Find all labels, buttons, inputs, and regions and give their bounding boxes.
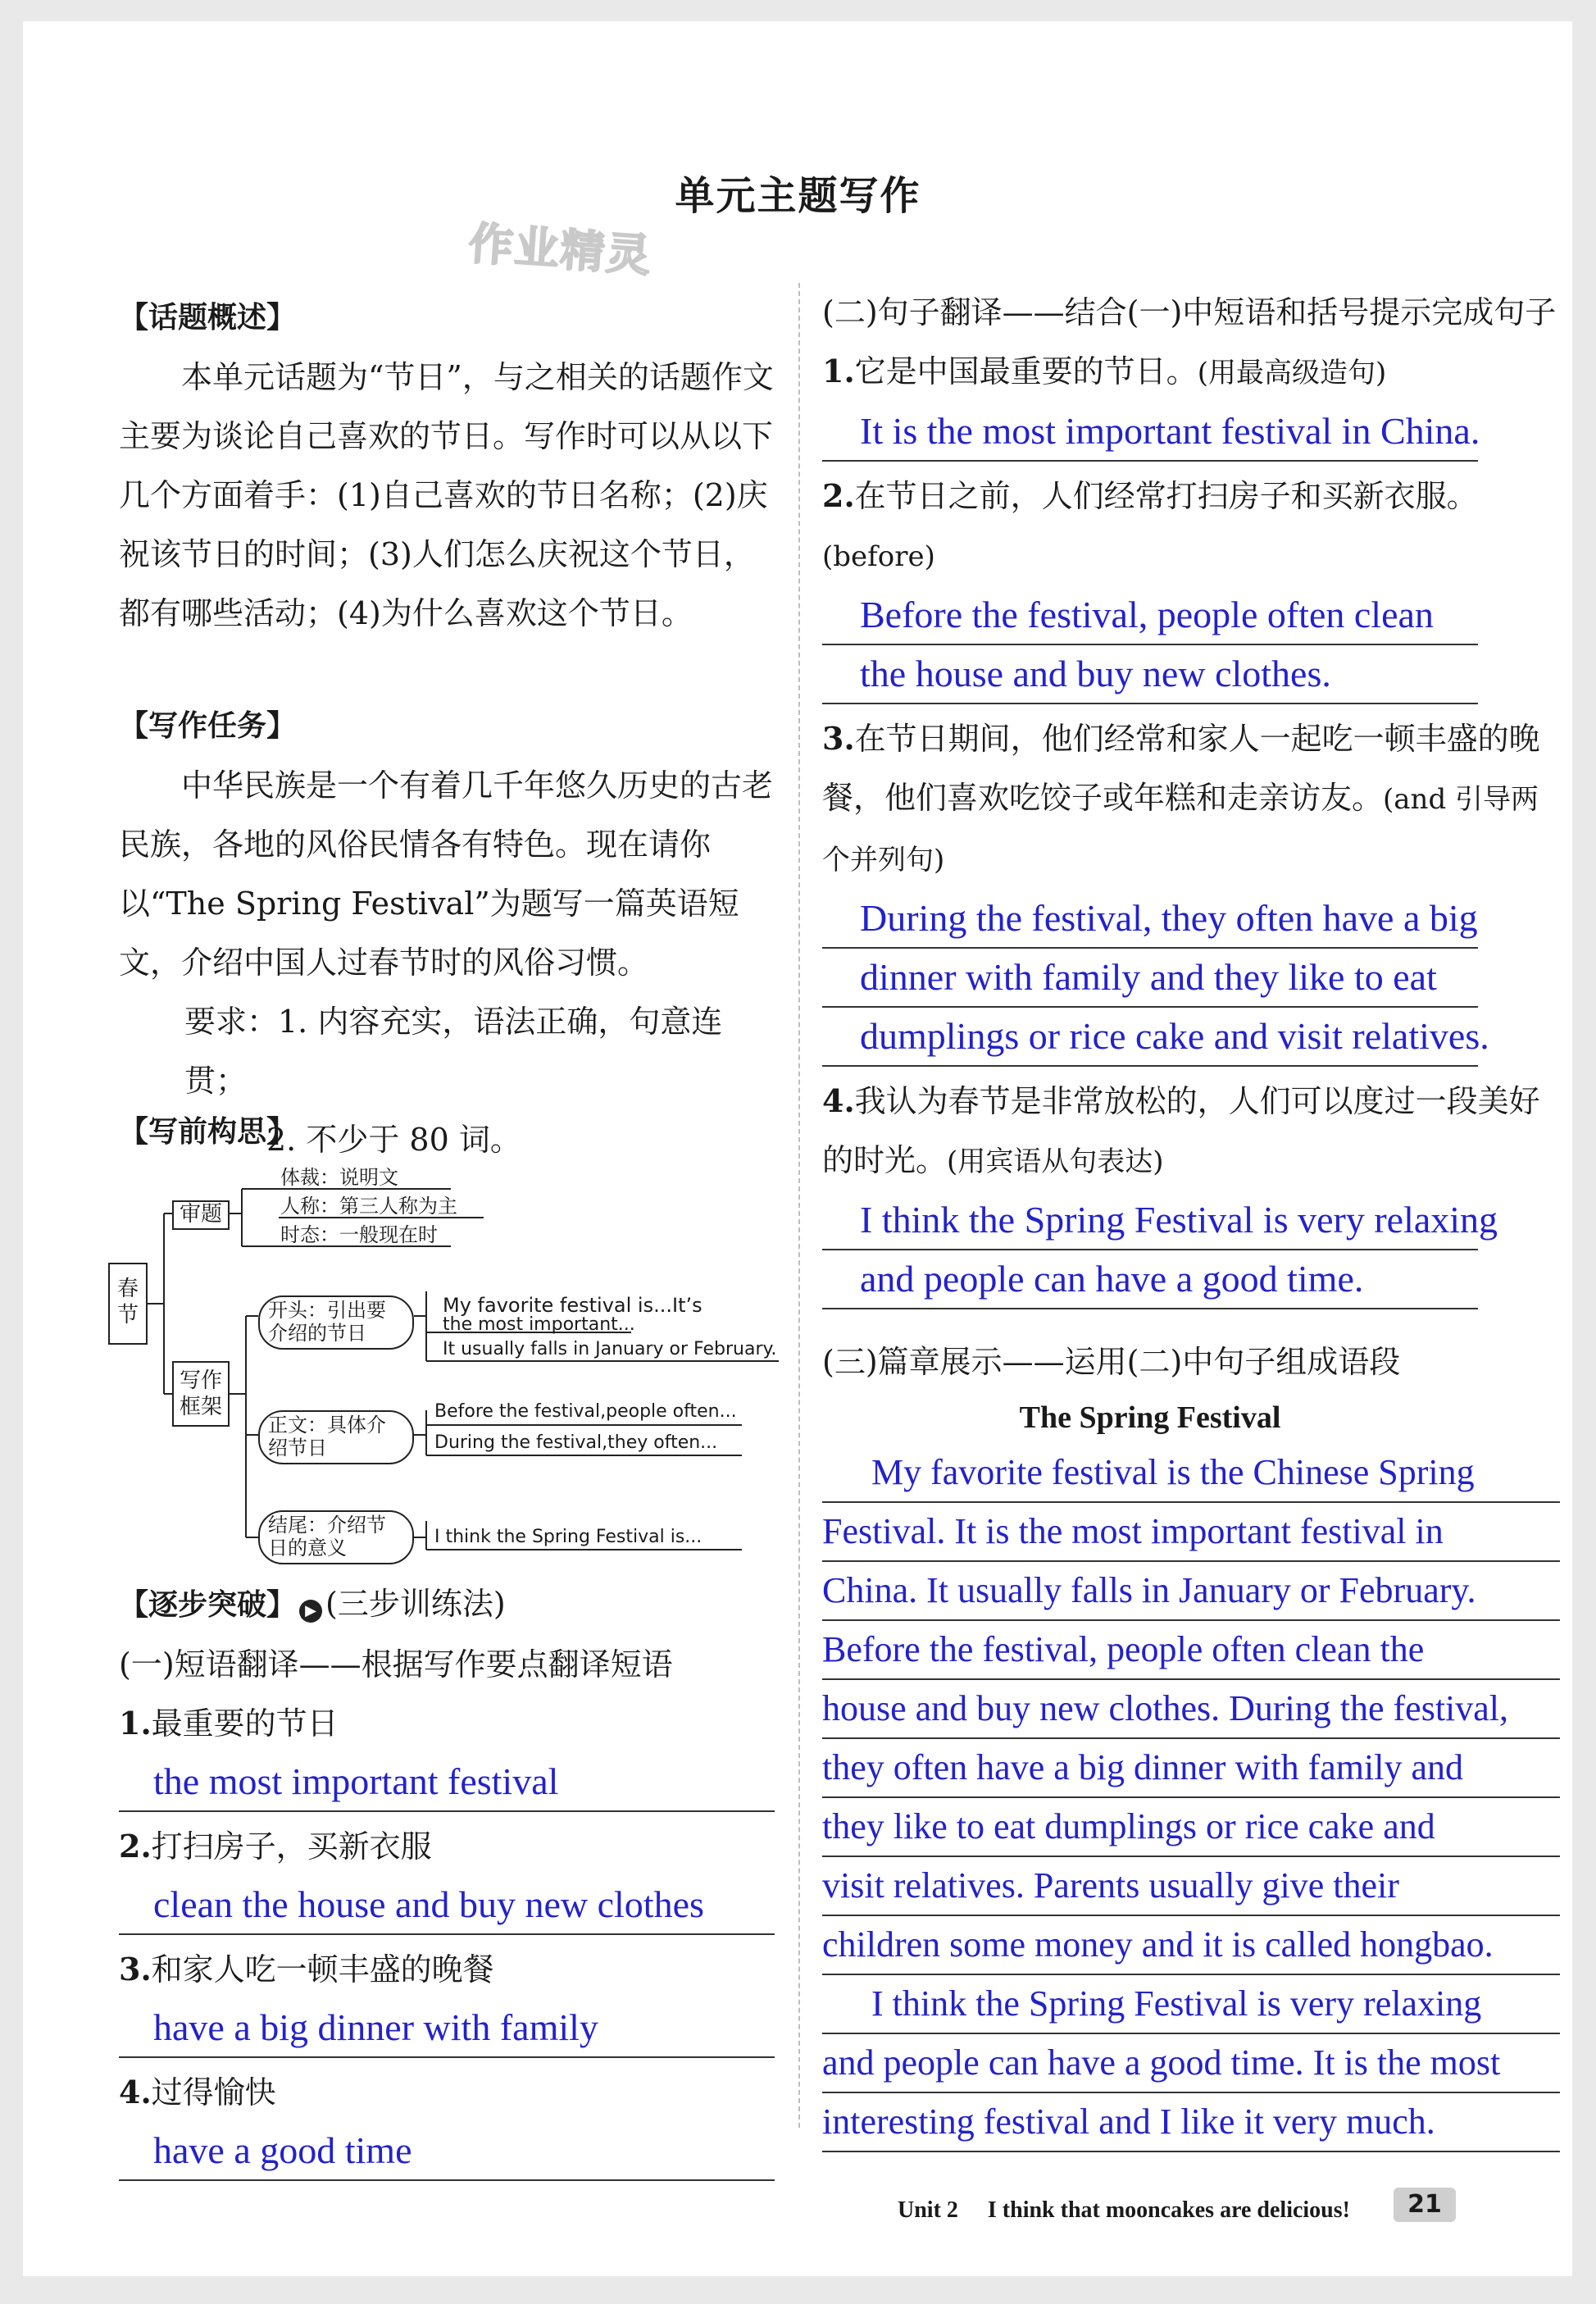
- essay-line-7: they like to eat dumplings or rice cake and: [822, 1798, 1560, 1857]
- framework-opening: 开头：引出要介绍的节日: [258, 1295, 414, 1350]
- mind-map: [107, 1164, 787, 1574]
- sentence-2-answer-line-1: Before the festival, people often clean: [822, 586, 1478, 645]
- essay-line-1: My favorite festival is the Chinese Spring: [822, 1444, 1560, 1503]
- sentence-3-prompt: 3.在节日期间，他们经常和家人一起吃一顿丰盛的晚餐，他们喜欢吃饺子或年糕和走亲访友。(and 引导两个并列句): [822, 720, 1540, 877]
- essay-line-9: children some money and it is called hongbao.: [822, 1916, 1560, 1975]
- essay-section: [822, 1332, 1560, 2152]
- essay-line-2: Festival. It is the most important festival in: [822, 1503, 1560, 1562]
- sentence-4-answer-line-1: I think the Spring Festival is very relaxing: [822, 1191, 1478, 1250]
- steps-heading: 【逐步突破】: [119, 1588, 297, 1622]
- task-section: [119, 697, 775, 1169]
- essay-line-4: Before the festival, people often clean the: [822, 1621, 1560, 1680]
- sentence-1-prompt: 1.它是中国最重要的节日。(用最高级造句): [822, 353, 1387, 389]
- task-heading: 【写作任务】: [119, 709, 297, 743]
- review-person: 人称：第三人称为主: [280, 1195, 457, 1218]
- phrase-item-2-prompt: 2.打扫房子，买新衣服: [119, 1828, 432, 1865]
- steps-heading-note: (三步训练法): [325, 1586, 506, 1622]
- sentence-3-answer-line-1: During the festival, they often have a big: [822, 890, 1478, 949]
- column-divider: [798, 283, 800, 2128]
- footer-unit-title: I think that mooncakes are delicious!: [987, 2197, 1350, 2223]
- framework-body: 正文：具体介绍节日: [258, 1410, 414, 1464]
- task-text: 中华民族是一个有着几千年悠久历史的古老民族，各地的风俗民情各有特色。现在请你以“The Spring Festival”为题写一篇英语短文，介绍中国人过春节时的风俗习惯。: [119, 767, 774, 981]
- root-spring-festival: 春节: [108, 1263, 148, 1345]
- sentence-3-answer-line-3: dumplings or rice cake and visit relatives.: [822, 1008, 1478, 1067]
- sentence-4-prompt: 4.我认为春节是非常放松的，人们可以度过一段美好的时光。(用宾语从句表达): [822, 1082, 1540, 1178]
- sentence-4-answer-line-2: and people can have a good time.: [822, 1250, 1478, 1309]
- page-number: 21: [1394, 2188, 1456, 2222]
- body-line-1: Before the festival,people often...: [434, 1401, 737, 1422]
- phrase-item-3-answer: have a big dinner with family: [119, 1999, 775, 2058]
- opening-line-3: It usually falls in January or February.: [443, 1339, 777, 1359]
- review-tense: 时态：一般现在时: [280, 1223, 438, 1246]
- ending-line-1: I think the Spring Festival is...: [434, 1527, 703, 1547]
- sentence-2-prompt: 2.在节日之前，人们经常打扫房子和买新衣服。(before): [822, 477, 1478, 573]
- part3-heading: (三)篇章展示——运用(二)中句子组成语段: [822, 1344, 1401, 1380]
- page-title: 单元主题写作: [675, 173, 921, 219]
- overview-text: 本单元话题为“节日”，与之相关的话题作文主要为谈论自己喜欢的节日。写作时可以从以下几个方面着手：(1)自己喜欢的节日名称；(2)庆祝该节日的时间；(3)人们怎么庆祝这个节日，都有哪些活动；(4)为什么喜欢这个节日。: [119, 359, 774, 631]
- essay-line-3: China. It usually falls in January or February.: [822, 1562, 1560, 1621]
- framework-ending: 结尾：介绍节日的意义: [258, 1510, 414, 1564]
- plan-section: [119, 1103, 775, 1162]
- essay-line-12: interesting festival and I like it very much.: [822, 2093, 1560, 2152]
- essay-line-10: I think the Spring Festival is very relaxing: [822, 1975, 1560, 2034]
- part1-heading: (一)短语翻译——根据写作要点翻译短语: [119, 1646, 673, 1682]
- task-requirement-2: 2. 不少于 80 词。: [266, 1122, 521, 1158]
- essay-line-11: and people can have a good time. It is the most: [822, 2034, 1560, 2093]
- essay-line-5: house and buy new clothes. During the festival,: [822, 1680, 1560, 1739]
- opening-line-1: My favorite festival is...It’s: [443, 1294, 703, 1317]
- branch-review: 审题: [172, 1200, 230, 1230]
- essay-title: The Spring Festival: [1019, 1400, 1281, 1435]
- body-line-2: During the festival,they often...: [434, 1432, 718, 1453]
- plan-heading: 【写前构思】: [119, 1115, 297, 1149]
- review-genre: 体裁：说明文: [280, 1166, 398, 1189]
- phrase-item-4-answer: have a good time: [119, 2122, 775, 2181]
- phrase-item-2-answer: clean the house and buy new clothes: [119, 1876, 775, 1935]
- arrow-circle-icon: ▶: [299, 1600, 322, 1623]
- phrase-item-4-prompt: 4.过得愉快: [119, 2074, 276, 2110]
- part2-heading: (二)句子翻译——结合(一)中短语和括号提示完成句子: [822, 294, 1557, 330]
- essay-line-6: they often have a big dinner with family and: [822, 1739, 1560, 1798]
- task-requirement-1: 要求：1. 内容充实，语法正确，句意连贯；: [184, 1004, 723, 1099]
- opening-line-2: the most important...: [443, 1314, 635, 1335]
- steps-section: [119, 1574, 775, 2181]
- sentence-1-answer-line-1: It is the most important festival in China.: [822, 403, 1478, 462]
- phrase-item-3-prompt: 3.和家人吃一顿丰盛的晚餐: [119, 1951, 494, 1988]
- sentence-2-answer-line-2: the house and buy new clothes.: [822, 645, 1478, 704]
- footer-unit: Unit 2: [898, 2197, 958, 2223]
- phrase-item-1-prompt: 1.最重要的节日: [119, 1705, 339, 1742]
- phrase-item-1-answer: the most important festival: [119, 1753, 775, 1812]
- essay-line-8: visit relatives. Parents usually give their: [822, 1857, 1560, 1916]
- overview-heading: 【话题概述】: [119, 301, 297, 335]
- branch-framework: 写作框架: [172, 1361, 230, 1427]
- watermark: 作业精灵: [466, 217, 654, 282]
- overview-section: [119, 289, 775, 643]
- footer: [898, 2197, 1350, 2224]
- sentence-section: [822, 283, 1560, 1309]
- sentence-3-answer-line-2: dinner with family and they like to eat: [822, 949, 1478, 1008]
